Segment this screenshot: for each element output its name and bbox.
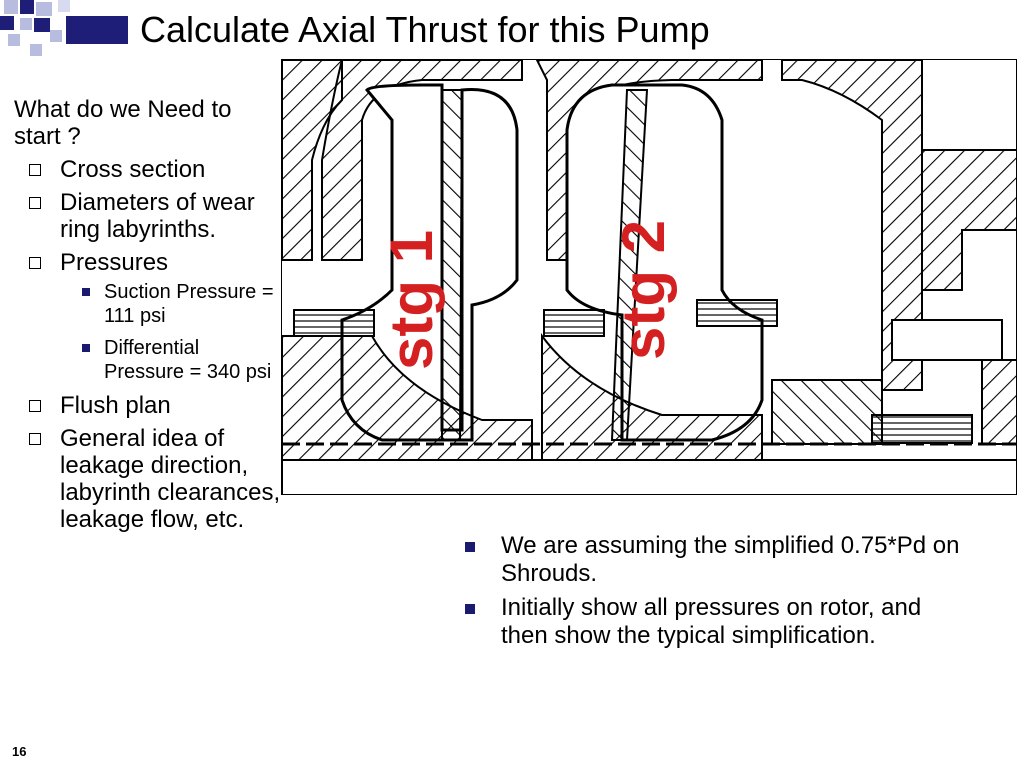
- checkbox-bullet-icon: [29, 164, 41, 176]
- checkbox-bullet-icon: [29, 400, 41, 412]
- square-bullet-icon: [465, 604, 475, 614]
- page-number: 16: [12, 744, 27, 759]
- slide-logo: [0, 0, 130, 56]
- assumptions-list: [465, 532, 965, 656]
- intro-question: What do we Need to start ?: [14, 96, 232, 150]
- square-bullet-icon: [465, 542, 475, 552]
- sublist-item-differential: Differential Pressure = 340 psi: [60, 336, 284, 384]
- requirements-list: [14, 96, 284, 539]
- square-bullet-icon: [82, 288, 90, 296]
- stage-2-label: stg 2: [610, 219, 677, 360]
- list-item-wear-ring: Diameters of wear ring labyrinths.: [14, 189, 284, 243]
- slide-title: Calculate Axial Thrust for this Pump: [140, 9, 710, 50]
- checkbox-bullet-icon: [29, 433, 41, 445]
- square-bullet-icon: [82, 344, 90, 352]
- list-item-pressures: Pressures Suction Pressure = 111 psi Differential Pressure = 340 psi: [14, 249, 284, 384]
- checkbox-bullet-icon: [29, 197, 41, 209]
- pump-cross-section-diagram: [281, 59, 1017, 495]
- list-item-cross-section: Cross section: [14, 156, 284, 183]
- assumption-item: Initially show all pressures on rotor, and then show the typical simplification.: [465, 594, 965, 650]
- stage-1-label: stg 1: [378, 229, 445, 370]
- list-item-flush-plan: Flush plan: [14, 392, 284, 419]
- list-item-leakage: General idea of leakage direction, labyrinth clearances, leakage flow, etc.: [14, 425, 284, 533]
- sublist-item-suction: Suction Pressure = 111 psi: [60, 280, 284, 328]
- checkbox-bullet-icon: [29, 257, 41, 269]
- assumption-item: We are assuming the simplified 0.75*Pd on Shrouds.: [465, 532, 965, 588]
